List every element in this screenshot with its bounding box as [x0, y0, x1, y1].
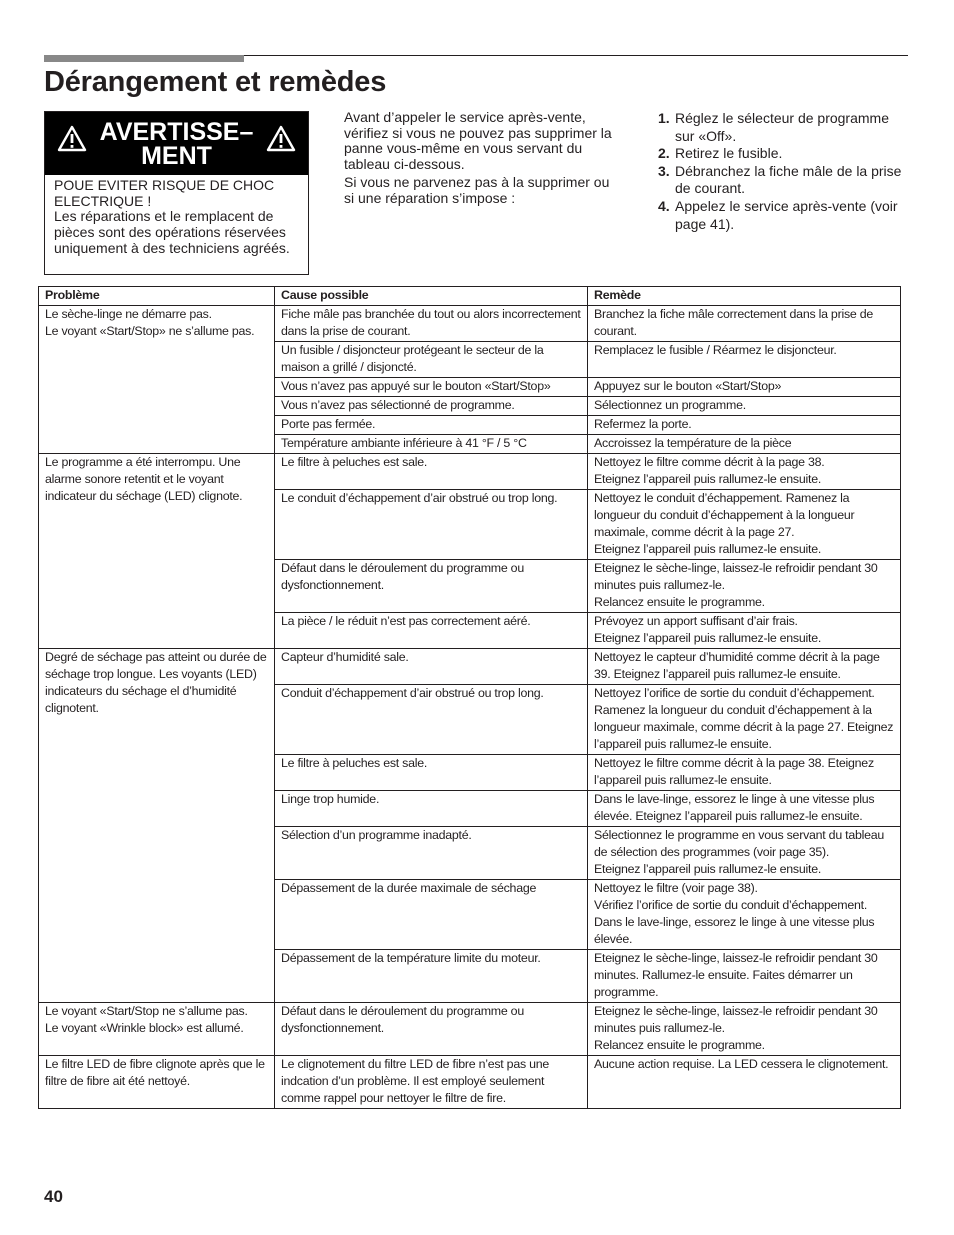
cause-text: Sélection d’un programme inadapté. [281, 828, 472, 842]
cause-text: La pièce / le réduit n’est pas correctement aéré. [281, 614, 531, 628]
problem-text: Le sèche-linge ne démarre pas. [45, 307, 212, 321]
problem-cell [39, 1056, 275, 1109]
remedy-text: Eteignez l’appareil puis rallumez-le ensuite. [594, 862, 822, 876]
step-number: 3. [658, 162, 670, 179]
intro-text [344, 110, 614, 208]
table-row [39, 649, 901, 685]
cause-text: Dépassement de la durée maximale de séchage [281, 881, 537, 895]
remedy-text: Relancez ensuite le programme. [594, 1038, 765, 1052]
table-body [39, 306, 901, 1109]
warning-box [44, 111, 309, 275]
remedy-cell [588, 560, 901, 613]
table-row [39, 454, 901, 490]
remedy-text: Refermez la porte. [594, 417, 692, 431]
cause-cell [275, 306, 588, 342]
cause-text: Conduit d’échappement d’air obstrué ou trop long. [281, 686, 544, 700]
cause-cell [275, 791, 588, 827]
step-item [658, 145, 908, 163]
remedy-text: Aucune action requise. La LED cessera le clignotement. [594, 1057, 889, 1071]
step-item [658, 110, 908, 145]
warning-triangle-icon [57, 125, 87, 152]
cause-cell [275, 435, 588, 454]
remedy-text: Eteignez l’appareil puis rallumez-le ensuite. [594, 472, 822, 486]
cause-cell [275, 378, 588, 397]
cause-cell [275, 454, 588, 490]
cause-text: Vous n’avez pas sélectionné de programme. [281, 398, 515, 412]
remedy-text: Dans le lave-linge, essorez le linge à une vitesse plus élevée. Eteignez l’appareil puis rallumez-le ensuite. [594, 792, 875, 823]
problem-text: Le programme a été interrompu. Une alarme sonore retentit et le voyant indicateur du séchage (LED) clignote. [45, 455, 243, 503]
remedy-text: Nettoyez le filtre comme décrit à la page 38. [594, 455, 825, 469]
remedy-cell [588, 306, 901, 342]
remedy-text: Branchez la fiche mâle correctement dans la prise de courant. [594, 307, 874, 338]
remedy-text: Relancez ensuite le programme. [594, 595, 765, 609]
problem-cell [39, 454, 275, 649]
problem-text: Le filtre LED de fibre clignote après que le filtre de fibre ait été nettoyé. [45, 1057, 265, 1088]
problem-text: Degré de séchage pas atteint ou durée de séchage trop longue. Les voyants (LED) indicateurs du séchage el d’humidité clignotent. [45, 650, 267, 715]
step-text: Débranchez la fiche mâle de la prise de courant. [675, 162, 902, 197]
remedy-text: Eteignez le sèche-linge, laissez-le refroidir pendant 30 minutes puis rallumez-le. [594, 1004, 878, 1035]
step-text: Réglez le sélecteur de programme sur «Off». [675, 110, 889, 144]
intro-paragraph-2: Si vous ne parvenez pas à la supprimer ou si une réparation s’impose : [344, 173, 610, 206]
cause-cell [275, 1056, 588, 1109]
remedy-cell [588, 416, 901, 435]
remedy-text: Nettoyez le filtre comme décrit à la page 38. Eteignez l’appareil puis rallumez-le ensuite. [594, 756, 874, 787]
problem-text: Le voyant «Start/Stop ne s’allume pas. [45, 1004, 248, 1018]
remedy-text: Accroissez la température de la pièce [594, 436, 792, 450]
cause-text: Défaut dans le déroulement du programme ou dysfonctionnement. [281, 561, 524, 592]
warning-title: AVERTISSE– MENT [99, 117, 254, 170]
warning-header [45, 112, 308, 175]
remedy-cell [588, 613, 901, 649]
table-row [39, 1056, 901, 1109]
problem-cell [39, 306, 275, 454]
column-header-cause: Cause possible [275, 287, 588, 306]
step-number: 1. [658, 110, 670, 126]
cause-cell [275, 950, 588, 1003]
remedy-text: Eteignez l’appareil puis rallumez-le ensuite. [594, 542, 822, 556]
cause-text: Le conduit d’échappement d’air obstrué ou trop long. [281, 491, 558, 505]
cause-text: Fiche mâle pas branchée du tout ou alors incorrectement dans la prise de courant. [281, 307, 581, 338]
remedy-cell [588, 685, 901, 755]
cause-cell [275, 342, 588, 378]
cause-cell [275, 613, 588, 649]
cause-text: Un fusible / disjoncteur protégeant le secteur de la maison a grillé / disjoncté. [281, 343, 544, 374]
problem-text: Le voyant «Wrinkle block» est allumé. [45, 1021, 244, 1035]
page-number: 40 [44, 1187, 63, 1206]
remedy-text: Nettoyez le conduit d’échappement. Ramenez la longueur du conduit d’échappement à la longueur maximale, comme décrit à la page 27. [594, 491, 855, 539]
remedy-text: Sélectionnez un programme. [594, 398, 746, 412]
remedy-text: Vérifiez l’orifice de sortie du conduit d’échappement. [594, 898, 868, 912]
remedy-text: Dans le lave-linge, essorez le linge à une vitesse plus élevée. [594, 915, 875, 946]
steps-list [658, 110, 908, 233]
problem-cell [39, 1003, 275, 1056]
cause-text: Le filtre à peluches est sale. [281, 455, 428, 469]
cause-cell [275, 755, 588, 791]
cause-cell [275, 827, 588, 880]
table-row [39, 1003, 901, 1056]
step-text: Retirez le fusible. [675, 145, 783, 162]
remedy-text: Prévoyez un apport suffisant d’air frais. [594, 614, 798, 628]
warning-triangle-icon [266, 125, 296, 152]
cause-text: Le clignotement du filtre LED de fibre n’est pas une indcation d’un problème. Il est employé seulement comme rappel pour nettoyer le filtre de fire. [281, 1057, 550, 1105]
remedy-text: Remplacez le fusible / Réarmez le disjoncteur. [594, 343, 837, 357]
remedy-text: Eteignez le sèche-linge, laissez-le refroidir pendant 30 minutes puis rallumez-le. [594, 561, 878, 592]
remedy-text: Eteignez l’appareil puis rallumez-le ensuite. [594, 631, 822, 645]
cause-cell [275, 397, 588, 416]
cause-text: Le filtre à peluches est sale. [281, 756, 428, 770]
intro-paragraph-1: Avant d’appeler le service après-vente, vérifiez si vous ne pouvez pas supprimer la panne vous-même en vous servant du tableau ci-dessous. [344, 109, 612, 173]
problem-cell [39, 649, 275, 1003]
column-header-problem: Problème [39, 287, 275, 306]
remedy-text: Sélectionnez le programme en vous servant du tableau de sélection des programmes (voir page 35). [594, 828, 885, 859]
remedy-cell [588, 454, 901, 490]
cause-cell [275, 490, 588, 560]
remedy-text: Nettoyez le capteur d’humidité comme décrit à la page 39. Eteignez l’appareil puis rallumez-le ensuite. [594, 650, 880, 681]
remedy-text: Appuyez sur le bouton «Start/Stop» [594, 379, 782, 393]
table-header-row [39, 287, 901, 306]
step-number: 4. [658, 197, 670, 214]
cause-cell [275, 685, 588, 755]
header-accent-bar [44, 55, 244, 62]
remedy-cell [588, 1003, 901, 1056]
cause-text: Linge trop humide. [281, 792, 380, 806]
page-title: Dérangement et remèdes [44, 66, 387, 98]
remedy-cell [588, 649, 901, 685]
cause-text: Température ambiante inférieure à 41 °F / 5 °C [281, 436, 527, 450]
remedy-cell [588, 378, 901, 397]
cause-text: Porte pas fermée. [281, 417, 376, 431]
column-header-remedy: Remède [588, 287, 901, 306]
cause-cell [275, 1003, 588, 1056]
step-item [658, 163, 908, 198]
remedy-cell [588, 342, 901, 378]
remedy-cell [588, 490, 901, 560]
remedy-text: Nettoyez le filtre (voir page 38). [594, 881, 758, 895]
troubleshooting-table [38, 286, 901, 1109]
cause-text: Défaut dans le déroulement du programme ou dysfonctionnement. [281, 1004, 524, 1035]
cause-cell [275, 560, 588, 613]
cause-text: Capteur d’humidité sale. [281, 650, 409, 664]
remedy-cell [588, 755, 901, 791]
remedy-text: Nettoyez l’orifice de sortie du conduit d’échappement. Ramenez la longueur du conduit d’échappement à la longueur maximale, comme décrit à la page 27. Eteignez l’appareil puis rallumez-le ensuite. [594, 686, 894, 751]
table-row [39, 306, 901, 342]
step-text: Appelez le service après-vente (voir page 41). [675, 197, 898, 232]
problem-text: Le voyant «Start/Stop» ne s’allume pas. [45, 324, 255, 338]
remedy-text: Eteignez le sèche-linge, laissez-le refroidir pendant 30 minutes. Rallumez-le ensuite. Faites démarrer un programme. [594, 951, 878, 999]
remedy-cell [588, 791, 901, 827]
remedy-cell [588, 827, 901, 880]
warning-body [45, 175, 308, 257]
cause-cell [275, 416, 588, 435]
cause-text: Dépassement de la température limite du moteur. [281, 951, 541, 965]
remedy-cell [588, 880, 901, 950]
cause-cell [275, 649, 588, 685]
remedy-cell [588, 1056, 901, 1109]
step-item [658, 198, 908, 233]
remedy-cell [588, 950, 901, 1003]
warning-text: Les réparations et le remplacent de pièces sont des opérations réservées uniquement à des techniciens agréés. [54, 208, 290, 256]
cause-cell [275, 880, 588, 950]
step-number: 2. [658, 145, 670, 162]
warning-heading: POUE EVITER RISQUE DE CHOC ELECTRIQUE ! [54, 177, 275, 209]
remedy-cell [588, 435, 901, 454]
remedy-cell [588, 397, 901, 416]
cause-text: Vous n’avez pas appuyé sur le bouton «Start/Stop» [281, 379, 551, 393]
